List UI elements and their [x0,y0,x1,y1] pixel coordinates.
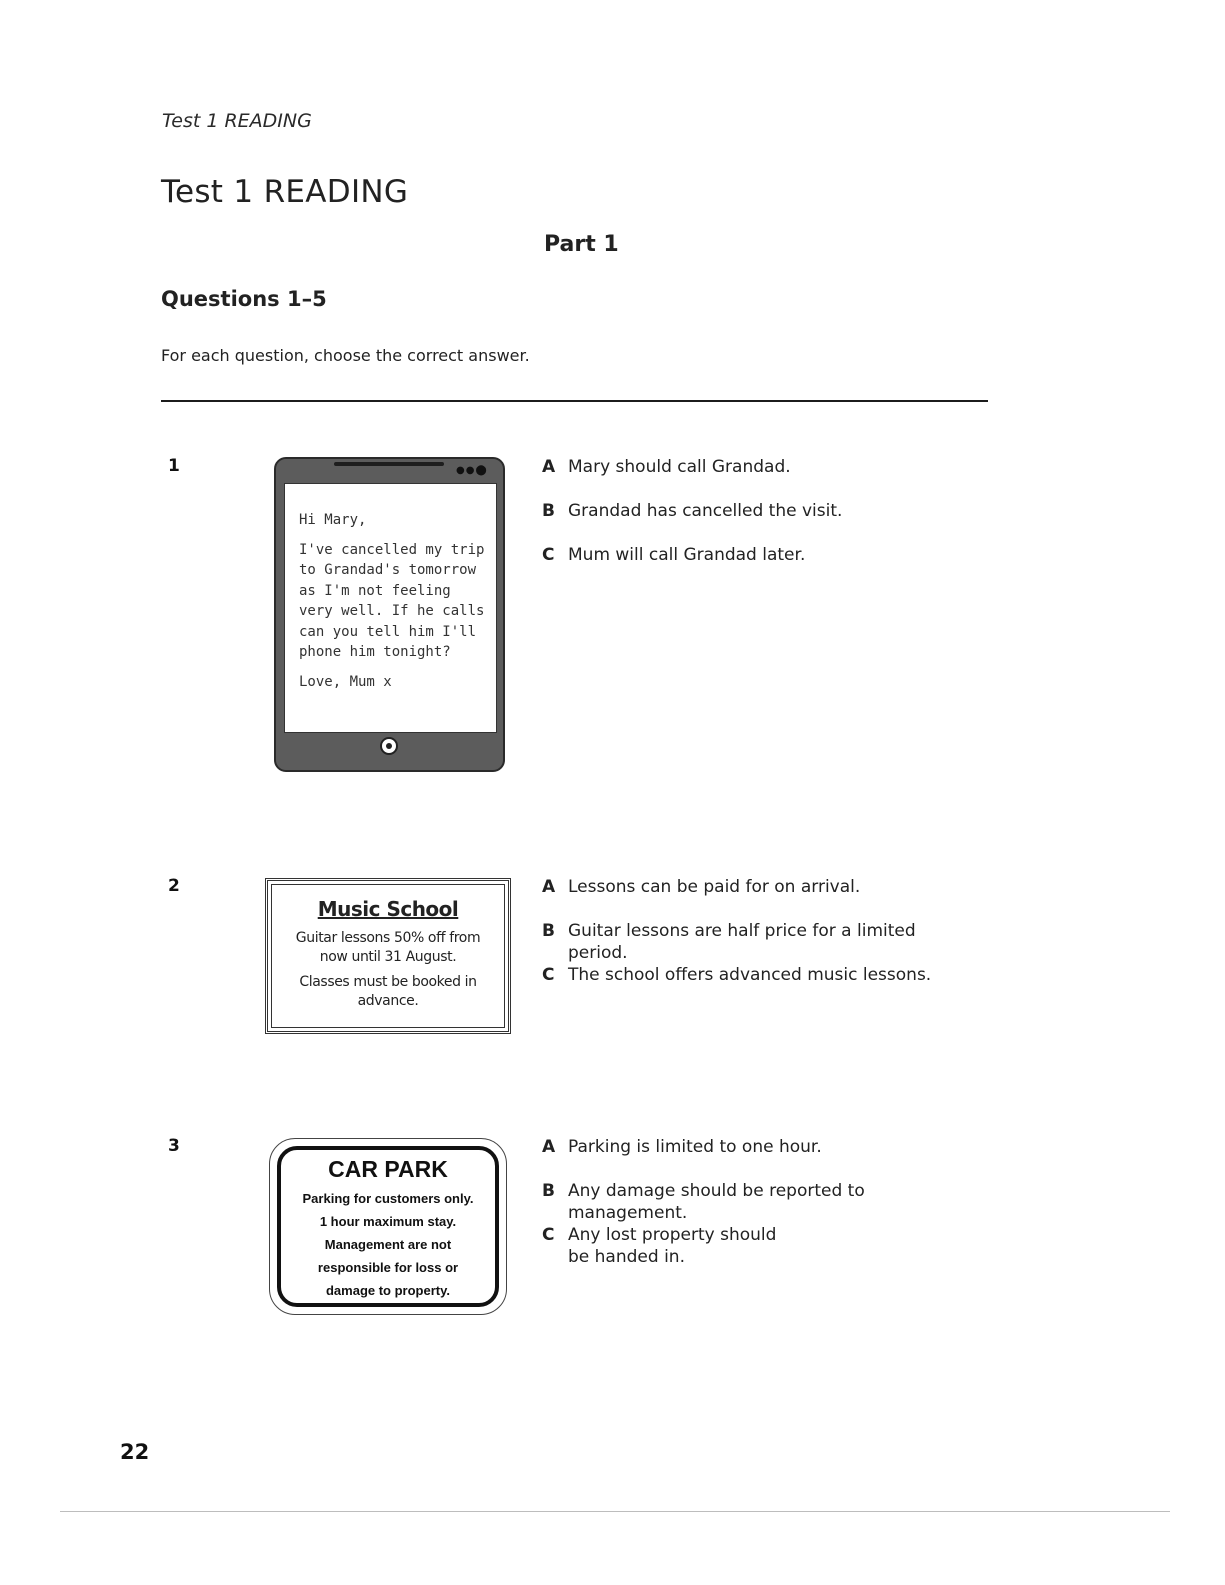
option-text: Parking is limited to one hour. [568,1137,822,1157]
q1-option-b[interactable] [542,500,982,522]
message-body: I've cancelled my trip to Grandad's tomorrow as I'm not feeling very well. If he calls can you tell him I'll phone him tonight? [299,541,485,660]
page-number: 22 [120,1440,150,1464]
option-letter: A [542,877,556,897]
phone-screen [284,483,497,733]
option-letter: A [542,457,556,477]
option-text: Mary should call Grandad. [568,457,791,477]
option-letter: C [542,1225,555,1245]
car-park-sign [269,1138,507,1315]
car-sign-line: Parking for customers only. [302,1191,474,1206]
option-text: Any lost property should be handed in. [568,1225,777,1267]
music-sign-line: Guitar lessons 50% off from now until 31 August. [295,930,481,965]
instruction-text: For each question, choose the correct answer. [161,346,530,365]
footer-divider [60,1511,1170,1512]
q3-option-a[interactable] [542,1136,982,1158]
option-letter: A [542,1137,556,1157]
question-number-1: 1 [168,456,180,476]
message-greeting: Hi Mary, [299,512,367,528]
option-text: Grandad has cancelled the visit. [568,501,843,521]
q2-option-c[interactable] [542,964,982,986]
questions-heading: Questions 1–5 [161,287,327,311]
question-number-2: 2 [168,876,180,896]
car-sign-line: damage to property. [325,1283,450,1298]
phone-camera-icon: ●●⬤ [456,465,488,476]
q2-option-b[interactable] [542,920,982,964]
q1-option-c[interactable] [542,544,982,566]
option-letter: B [542,1181,555,1201]
q1-option-a[interactable] [542,456,982,478]
page-title: Test 1 READING [161,174,409,210]
option-letter: C [542,545,555,565]
option-text: Lessons can be paid for on arrival. [568,877,861,897]
car-sign-line: 1 hour maximum stay. [319,1214,457,1229]
question-number-3: 3 [168,1136,180,1156]
part-title: Part 1 [544,232,619,257]
option-text: Guitar lessons are half price for a limited period. [568,921,916,963]
q3-option-b[interactable] [542,1180,982,1224]
car-sign-line: Management are not [324,1237,452,1252]
running-head: Test 1 READING [162,110,312,132]
music-sign-title: Music School [317,897,459,921]
car-sign-inner [277,1146,499,1307]
section-divider [161,400,988,402]
phone-home-button-icon [380,737,398,755]
option-text: Any damage should be reported to management. [568,1181,865,1223]
option-text: Mum will call Grandad later. [568,545,806,565]
music-sign-inner [271,884,505,1028]
car-sign-line: responsible for loss or [317,1260,459,1275]
option-text: The school offers advanced music lessons. [568,965,932,985]
q2-option-a[interactable] [542,876,982,898]
option-letter: C [542,965,555,985]
phone-message-image [274,457,505,772]
phone-speaker [334,462,444,466]
option-letter: B [542,501,555,521]
option-letter: B [542,921,555,941]
music-school-sign [265,878,511,1034]
car-sign-title: CAR PARK [328,1156,448,1182]
q3-option-c[interactable] [542,1224,982,1268]
message-signoff: Love, Mum x [299,673,392,690]
music-sign-line: Classes must be booked in advance. [299,974,477,1009]
